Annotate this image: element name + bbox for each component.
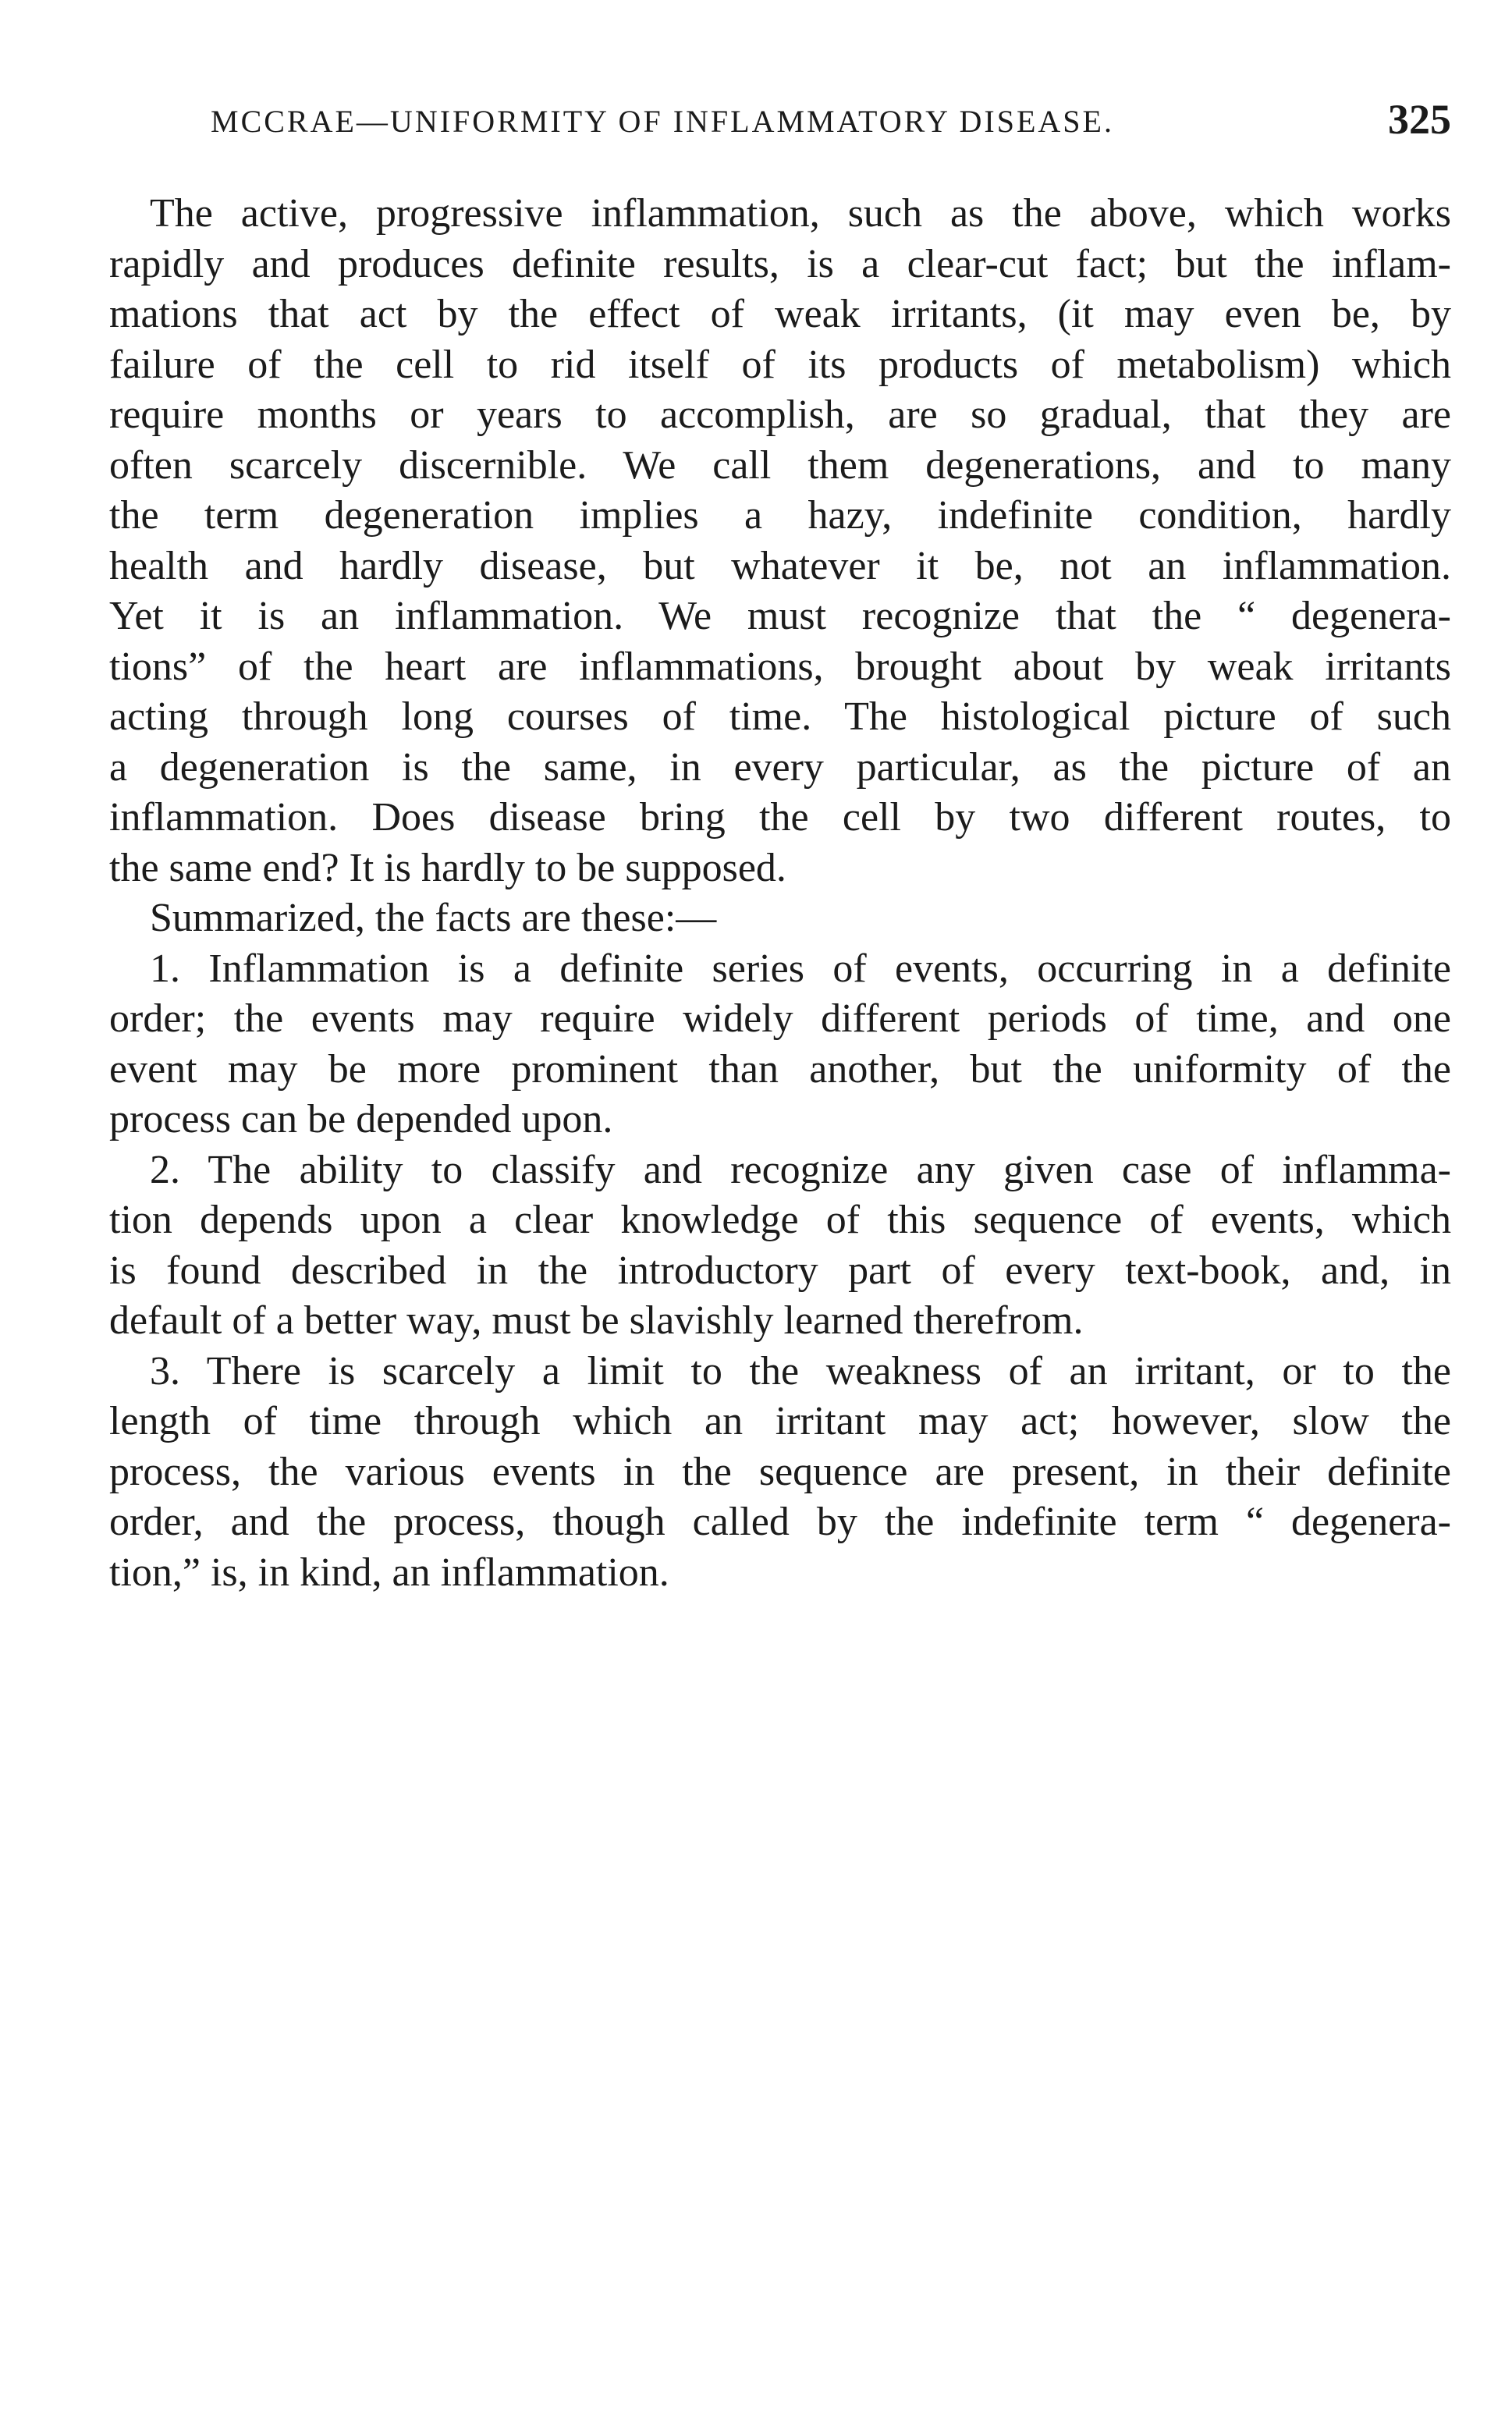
list-item-2-line: tion depends upon a clear knowledge of this sequence of events, which bbox=[109, 1198, 1451, 1242]
text-line: Yet it is an inflammation. We must recognize that the “ degenera- bbox=[109, 594, 1451, 638]
text-line: The active, progressive inflammation, such as the above, which works bbox=[150, 191, 1451, 236]
list-item-1-line: 1. Inflammation is a definite series of events, occurring in a definite bbox=[150, 946, 1451, 991]
text-line: failure of the cell to rid itself of its products of metabolism) which bbox=[109, 342, 1451, 387]
list-item-3-line: tion,” is, in kind, an inflammation. bbox=[109, 1550, 669, 1595]
text-line: health and hardly disease, but whatever it be, not an inflammation. bbox=[109, 543, 1451, 588]
text-line: require months or years to accomplish, are so gradual, that they are bbox=[109, 392, 1451, 437]
list-item-2-line: is found described in the introductory part of every text-book, and, in bbox=[109, 1248, 1451, 1293]
text-line: the term degeneration implies a hazy, indefinite condition, hardly bbox=[109, 493, 1451, 538]
page-number: 325 bbox=[1388, 96, 1451, 143]
body-text bbox=[109, 189, 1451, 1598]
list-item-3-line: 3. There is scarcely a limit to the weakness of an irritant, or to the bbox=[150, 1348, 1451, 1394]
list-item-3-line: process, the various events in the sequence are present, in their definite bbox=[109, 1449, 1451, 1494]
list-item-3-line: length of time through which an irritant may act; however, slow the bbox=[109, 1399, 1451, 1443]
running-head: MCCRAE—UNIFORMITY OF INFLAMMATORY DISEASE. bbox=[211, 104, 1114, 139]
text-line: a degeneration is the same, in every particular, as the picture of an bbox=[109, 744, 1451, 790]
text-line: the same end? It is hardly to be supposed. bbox=[109, 845, 786, 890]
text-line: rapidly and produces definite results, is a clear-cut fact; but the inflam- bbox=[109, 241, 1451, 286]
list-item-1-line: event may be more prominent than another, but the uniformity of the bbox=[109, 1046, 1451, 1092]
list-item-1-line: process can be depended upon. bbox=[109, 1097, 613, 1141]
text-line: acting through long courses of time. The histological picture of such bbox=[109, 694, 1451, 739]
list-item-1-line: order; the events may require widely different periods of time, and one bbox=[109, 996, 1451, 1041]
text-line: often scarcely discernible. We call them degenerations, and to many bbox=[109, 442, 1451, 488]
list-item-3-line: order, and the process, though called by the indefinite term “ degenera- bbox=[109, 1500, 1451, 1544]
summary-heading: Summarized, the facts are these:— bbox=[150, 896, 717, 940]
text-line: inflammation. Does disease bring the cell by two different routes, to bbox=[109, 795, 1451, 840]
text-line: tions” of the heart are inflammations, brought about by weak irritants bbox=[109, 644, 1451, 689]
text-line: mations that act by the effect of weak irritants, (it may even be, by bbox=[109, 292, 1451, 336]
list-item-2-line: 2. The ability to classify and recognize any given case of inflamma- bbox=[150, 1147, 1451, 1192]
list-item-2-line: default of a better way, must be slavishly learned therefrom. bbox=[109, 1298, 1084, 1343]
